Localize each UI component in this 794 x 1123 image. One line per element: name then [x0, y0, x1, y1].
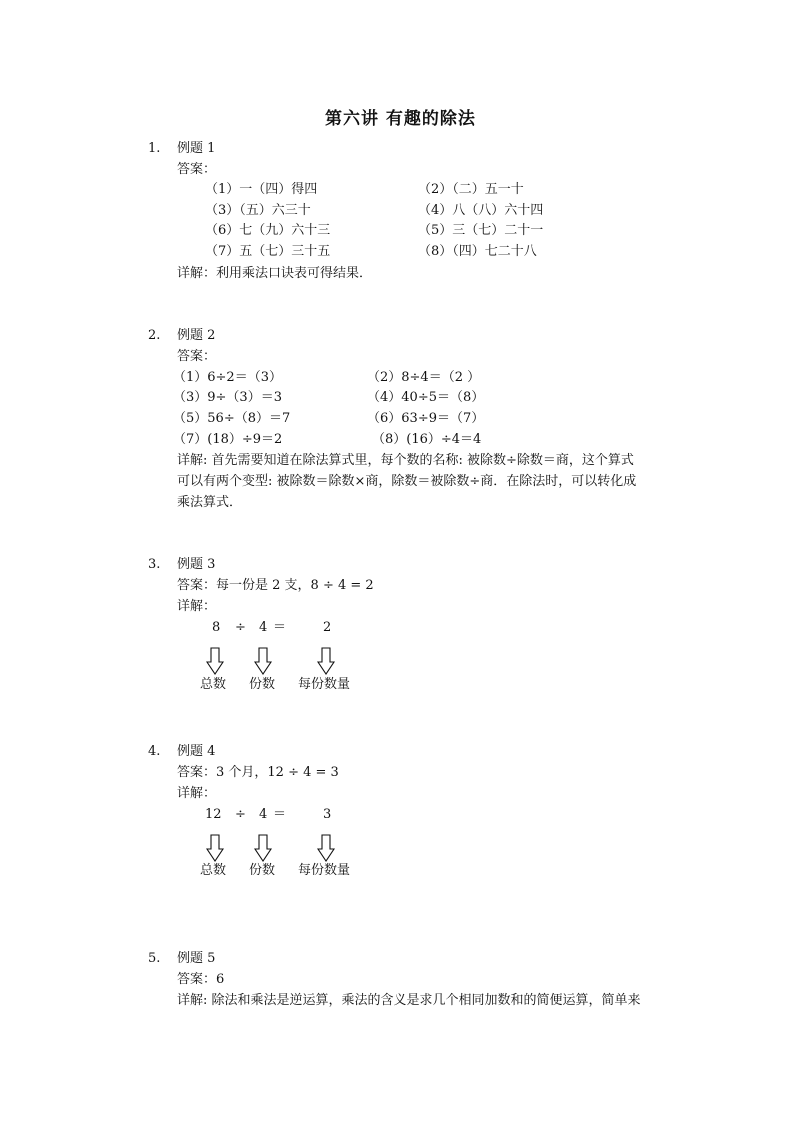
ex3-heading: 例题 3	[177, 557, 216, 572]
ex3-detail-label: 详解：	[177, 599, 217, 614]
ex2-item-1: （1）6÷2＝（3）	[173, 370, 282, 385]
ex4-label-parts: 份数	[249, 863, 276, 878]
ex4-eq-dividend: 12	[205, 807, 222, 822]
ex2-detail-line-3: 乘法算式．	[177, 495, 243, 510]
ex4-detail-label: 详解：	[177, 786, 217, 801]
ex1-item-4: （4）八（八）六十四	[418, 203, 544, 218]
ex4-eq-divide-sign: ÷	[235, 807, 246, 822]
ex2-answer-label: 答案：	[177, 349, 217, 364]
ex5-detail: 详解: 除法和乘法是逆运算，乘法的含义是求几个相同加数和的简便运算，简单来	[177, 993, 641, 1008]
ex5-number: 5.	[148, 951, 161, 966]
ex5-heading: 例题 5	[177, 951, 216, 966]
ex1-answer-label: 答案：	[177, 162, 217, 177]
ex4-label-total: 总数	[200, 863, 227, 878]
ex5-answer: 答案：6	[177, 972, 225, 987]
ex4-heading: 例题 4	[177, 744, 216, 759]
down-arrow-icon	[254, 647, 272, 675]
ex3-label-per-part: 每份数量	[298, 677, 351, 692]
ex3-eq-divide-sign: ÷	[235, 620, 246, 635]
ex1-item-6: （5）三（七）二十一	[418, 223, 544, 238]
page-title: 第六讲 有趣的除法	[325, 109, 476, 129]
ex3-eq-divisor: 4	[259, 620, 268, 635]
ex2-item-3: （3）9÷（3）＝3	[173, 390, 282, 405]
ex2-item-5: （5）56÷（8）＝7	[173, 411, 291, 426]
ex2-item-8: （8）(16）÷4＝4	[372, 432, 482, 447]
ex4-answer: 答案：3 个月，12 ÷ 4 = 3	[177, 765, 339, 780]
ex2-item-4: （4）40÷5＝（8）	[367, 390, 485, 405]
down-arrow-icon	[206, 834, 224, 862]
ex1-item-5: （6）七（九）六十三	[205, 223, 331, 238]
ex1-item-8: （8）（四）七二十八	[418, 244, 537, 259]
ex2-item-7: （7）(18）÷9＝2	[173, 432, 283, 447]
ex4-eq-divisor: 4	[259, 807, 268, 822]
ex4-number: 4.	[148, 744, 161, 759]
ex1-item-3: （3）（五）六三十	[205, 203, 311, 218]
down-arrow-icon	[317, 834, 335, 862]
ex2-number: 2.	[148, 328, 161, 343]
ex4-label-per-part: 每份数量	[298, 863, 351, 878]
ex3-eq-quotient: 2	[323, 620, 332, 635]
ex4-eq-quotient: 3	[323, 807, 332, 822]
ex1-item-7: （7）五（七）三十五	[205, 244, 331, 259]
ex3-label-parts: 份数	[249, 677, 276, 692]
ex3-label-total: 总数	[200, 677, 227, 692]
down-arrow-icon	[317, 647, 335, 675]
ex1-item-1: （1）一（四）得四	[205, 182, 318, 197]
ex3-eq-equals: ＝	[273, 620, 287, 635]
ex3-number: 3.	[148, 557, 161, 572]
down-arrow-icon	[206, 647, 224, 675]
ex4-eq-equals: ＝	[273, 807, 287, 822]
ex1-item-2: （2）（二）五一十	[418, 182, 524, 197]
ex2-item-2: （2）8÷4＝（2 ）	[367, 370, 481, 385]
ex2-detail-line-1: 详解: 首先需要知道在除法算式里，每个数的名称: 被除数÷除数＝商，这个算式	[177, 453, 634, 468]
ex1-heading: 例题 1	[177, 141, 216, 156]
ex3-eq-dividend: 8	[212, 620, 221, 635]
ex3-answer: 答案：每一份是 2 支，8 ÷ 4 = 2	[177, 578, 374, 593]
down-arrow-icon	[254, 834, 272, 862]
ex2-heading: 例题 2	[177, 328, 216, 343]
ex1-number: 1.	[148, 141, 161, 156]
ex1-detail: 详解：利用乘法口诀表可得结果．	[177, 266, 373, 281]
ex2-detail-line-2: 可以有两个变型: 被除数＝除数×商，除数＝被除数÷商．在除法时，可以转化成	[177, 474, 637, 489]
ex2-item-6: （6）63÷9＝（7）	[367, 411, 485, 426]
